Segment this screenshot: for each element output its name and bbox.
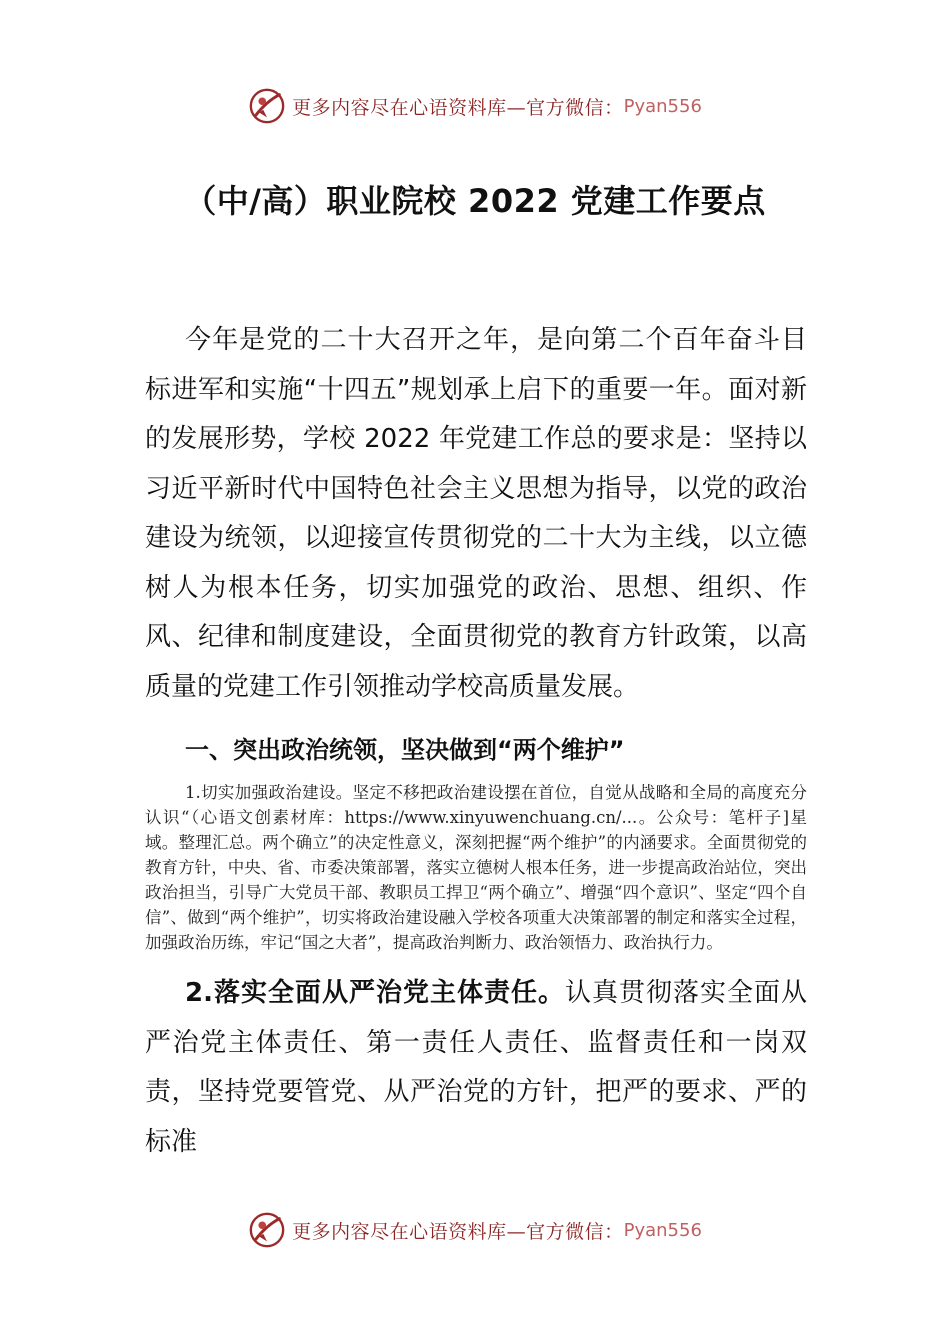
item-2-lead: 2.落实全面从严治党主体责任。 <box>185 978 565 1008</box>
watermark-text: 更多内容尽在心语资料库—官方微信： <box>292 1220 624 1243</box>
item-2-body: 认真贯彻落实全面从严治党主体责任、第一责任人责任、监督责任和一岗双责，坚持党要管党、从严治党的方针，把严的要求、严的标准 <box>145 978 807 1157</box>
item-2-paragraph <box>145 969 807 1167</box>
document-title: （中/高）职业院校 2022 党建工作要点 <box>184 182 766 220</box>
pen-logo-icon <box>248 1211 286 1249</box>
watermark-wechat-id: Pyan556 <box>623 95 702 117</box>
intro-paragraph: 今年是党的二十大召开之年，是向第二个百年奋斗目标进军和实施“十四五”规划承上启下的重要一年。面对新的发展形势，学校 2022 年党建工作总的要求是：坚持以习近平新时代中国特色社会主义思想为指导，以党的政治建设为统领，以迎接宣传贯彻党的二十大为主线，以立德树人为根本任务，切实加强党的政治、思想、组织、作风、纪律和制度建设，全面贯彻党的教育方针政策，以高质量的党建工作引领推动学校高质量发展。 <box>145 325 807 702</box>
watermark-wechat-id: Pyan556 <box>623 1219 702 1241</box>
document-body <box>145 316 807 1167</box>
item-1-paragraph: 1.切实加强政治建设。坚定不移把政治建设摆在首位，自觉从战略和全局的高度充分认识“（心语文创素材库：https://www.xinyuwenchuang.cn/...。公众号：笔杆子]星域。整理汇总。两个确立”的决定性意义，深刻把握“两个维护”的内涵要求。全面贯彻党的教育方针，中央、省、市委决策部署，落实立德树人根本任务，进一步提高政治站位，突出政治担当，引导广大党员干部、教职员工捍卫“两个确立”、增强“四个意识”、坚定“四个自信”、做到“两个维护”，切实将政治建设融入学校各项重大决策部署的制定和落实全过程，加强政治历练，牢记“国之大者”，提高政治判断力、政治领悟力、政治执行力。 <box>145 783 807 952</box>
watermark-header <box>0 84 950 128</box>
watermark-text: 更多内容尽在心语资料库—官方微信： <box>292 96 624 119</box>
section-heading-1: 一、突出政治统领，坚决做到“两个维护” <box>185 736 625 764</box>
watermark-footer <box>0 1208 950 1252</box>
pen-logo-icon <box>248 87 286 125</box>
